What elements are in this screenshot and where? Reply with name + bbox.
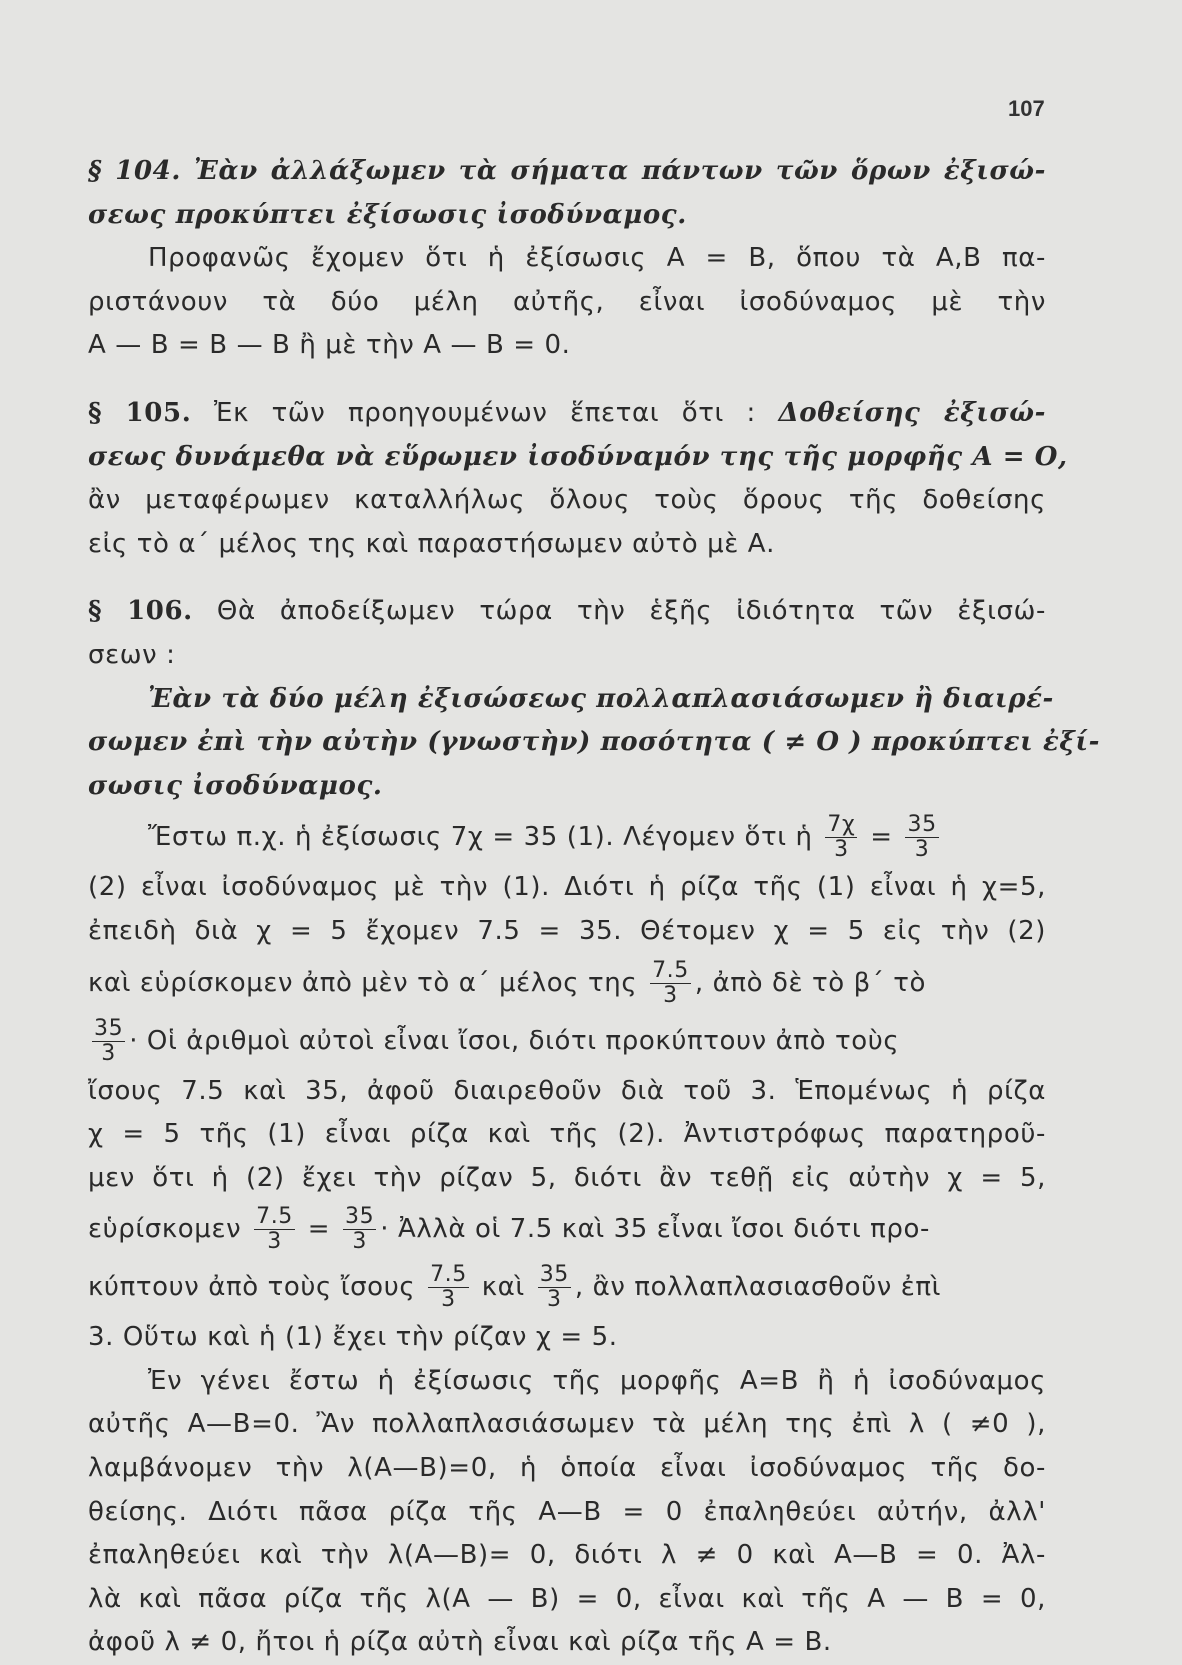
section-105-number: § 105. <box>88 397 192 428</box>
text-line: Α — Β = Β — Β ἢ μὲ τὴν Α — Β = 0. <box>88 330 571 361</box>
section-105-statement: σεως δυνάμεθα νὰ εὕρωμεν ἰσοδύναμόν της τῆς μορφῆς Α = Ο, <box>88 441 1068 472</box>
text-span: εὑρίσκομεν <box>88 1214 242 1245</box>
fraction-denominator: 3 <box>914 837 930 863</box>
text-line: ἴσους 7.5 καὶ 35, ἀφοῦ διαιρεθοῦν διὰ τοῦ 3. Ἑπομένως ἡ ρίζα <box>88 1075 1046 1106</box>
page-body <box>88 150 1100 1665</box>
text-line: Ἐν γένει ἔστω ἡ ἐξίσωσις τῆς μορφῆς Α=Β ἢ ἡ ἰσοδύναμος <box>148 1365 1046 1396</box>
text-line: λὰ καὶ πᾶσα ρίζα τῆς λ(Α — Β) = 0, εἶναι καὶ τῆς Α — Β = 0, <box>88 1583 1046 1614</box>
fraction-numerator: 7.5 <box>256 1204 293 1230</box>
bold-italic-span: Δοθείσης ἐξισώ- <box>778 397 1046 428</box>
theorem-line: σωσις ἰσοδύναμος. <box>88 770 383 801</box>
text-line: ἐπειδὴ διὰ χ = 5 ἔχομεν 7.5 = 35. Θέτομεν χ = 5 εἰς τὴν (2) <box>88 915 1046 946</box>
text-line: μεν ὅτι ἡ (2) ἔχει τὴν ρίζαν 5, διότι ἂν τεθῇ εἰς αὐτὴν χ = 5, <box>88 1162 1046 1193</box>
text-span: , ἂν πολλαπλασιασθοῦν ἐπὶ <box>574 1272 942 1303</box>
fraction-denominator: 3 <box>546 1287 562 1313</box>
text-line <box>88 1012 1046 1070</box>
fraction-denominator: 3 <box>352 1229 367 1255</box>
fraction-denominator: 3 <box>834 837 849 863</box>
section-106-number: § 106. <box>88 596 193 627</box>
fraction <box>428 1263 469 1312</box>
text-span: καὶ εὑρίσκομεν ἀπὸ μὲν τὸ α΄ μέλος της <box>88 967 638 998</box>
fraction <box>825 813 857 862</box>
fraction-numerator: 35 <box>345 1204 375 1230</box>
text-span: Ἔστω π.χ. ἡ ἐξίσωσις 7χ = 35 (1). Λέγομεν ὅτι ἡ <box>148 822 813 853</box>
text-span: κύπτουν ἀπὸ τοὺς ἴσους <box>88 1272 416 1303</box>
section-104-title-text: Ἐὰν ἀλλάξωμεν τὰ σήματα πάντων τῶν ὅρων ἐξισώ- <box>194 156 1046 186</box>
fraction <box>650 959 691 1008</box>
theorem-line: σωμεν ἐπὶ τὴν αὐτὴν (γνωστὴν) ποσότητα ( ≠ Ο ) προκύπτει ἐξί- <box>88 727 1100 758</box>
text-line: Προφανῶς ἔχομεν ὅτι ἡ ἐξίσωσις Α = Β, ὅπου τὰ Α,Β πα- <box>148 243 1046 274</box>
text-line: ἀφοῦ λ ≠ 0, ἤτοι ἡ ρίζα αὐτὴ εἶναι καὶ ρίζα τῆς Α = Β. <box>88 1627 832 1658</box>
fraction-denominator: 3 <box>101 1040 116 1066</box>
fraction <box>254 1205 295 1254</box>
text-line <box>88 954 1046 1012</box>
text-span: , ἀπὸ δὲ τὸ β΄ τὸ <box>694 967 927 998</box>
text-span: Θὰ ἀποδείξωμεν τώρα τὴν ἑξῆς ἰδιότητα τῶν ἐξισώ- <box>216 596 1046 627</box>
section-105-line-1 <box>88 392 1046 436</box>
page-number: 107 <box>1008 96 1045 121</box>
fraction-denominator: 3 <box>267 1229 282 1255</box>
text-span: · Ἀλλὰ οἱ 7.5 καὶ 35 εἶναι ἴσοι διότι προ- <box>380 1214 930 1245</box>
section-104-number: § 104. <box>88 156 181 186</box>
fraction <box>905 813 938 862</box>
text-line: ἂν μεταφέρωμεν καταλλήλως ὅλους τοὺς ὅρους τῆς δοθείσης <box>88 485 1046 516</box>
section-104 <box>88 150 1046 368</box>
text-line <box>88 1200 1046 1258</box>
fraction <box>92 1017 125 1066</box>
text-line <box>88 1258 1046 1316</box>
section-104-title-line-2: σεως προκύπτει ἐξίσωσις ἰσοδύναμος. <box>88 199 687 230</box>
text-line: εἰς τὸ α΄ μέλος της καὶ παραστήσωμεν αὐτὸ μὲ Α. <box>88 528 775 559</box>
fraction-numerator: 7.5 <box>430 1262 467 1288</box>
text-line: αὐτῆς Α—Β=0. Ἂν πολλαπλασιάσωμεν τὰ μέλη της ἐπὶ λ ( ≠0 ), <box>88 1409 1046 1440</box>
section-106 <box>88 590 1100 1665</box>
fraction-denominator: 3 <box>441 1287 456 1313</box>
text-span: καὶ <box>481 1272 525 1303</box>
text-line: σεων : <box>88 639 176 670</box>
text-line: 3. Οὕτω καὶ ἡ (1) ἔχει τὴν ρίζαν χ = 5. <box>88 1322 618 1353</box>
text-span: Ἐκ τῶν προηγουμένων ἕπεται ὅτι : <box>213 397 756 428</box>
fraction <box>343 1205 376 1254</box>
equals-sign: = <box>870 822 893 853</box>
text-line: ἐπαληθεύει καὶ τὴν λ(Α—Β)= 0, διότι λ ≠ 0 καὶ Α—Β = 0. Ἀλ- <box>88 1540 1046 1571</box>
section-104-title-line-1 <box>88 150 1046 194</box>
theorem-line: Ἐὰν τὰ δύο μέλη ἐξισώσεως πολλαπλασιάσωμεν ἢ διαιρέ- <box>148 683 1054 714</box>
fraction <box>538 1263 571 1312</box>
fraction-numerator: 35 <box>907 812 937 838</box>
fraction-numerator: 35 <box>94 1015 124 1041</box>
text-line: ριστάνουν τὰ δύο μέλη αὐτῆς, εἶναι ἰσοδύναμος μὲ τὴν <box>88 286 1046 317</box>
text-line: (2) εἶναι ἰσοδύναμος μὲ τὴν (1). Διότι ἡ ρίζα τῆς (1) εἶναι ἡ χ=5, <box>88 872 1046 903</box>
text-line: λαμβάνομεν τὴν λ(Α—Β)=0, ἡ ὁποία εἶναι ἰσοδύναμος τῆς δο- <box>88 1453 1046 1484</box>
section-105 <box>88 392 1068 566</box>
text-span: · Οἱ ἀριθμοὶ αὐτοὶ εἶναι ἴσοι, διότι προκύπτουν ἀπὸ τοὺς <box>129 1025 900 1056</box>
fraction-numerator: 7.5 <box>652 957 689 983</box>
section-106-line-1 <box>88 590 1046 634</box>
fraction-denominator: 3 <box>663 982 678 1008</box>
text-line: χ = 5 τῆς (1) εἶναι ρίζα καὶ τῆς (2). Ἀντιστρόφως παρατηροῦ- <box>88 1119 1046 1150</box>
text-line: θείσης. Διότι πᾶσα ρίζα τῆς Α—Β = 0 ἐπαληθεύει αὐτήν, ἀλλ' <box>88 1496 1046 1527</box>
fraction-numerator: 35 <box>539 1262 569 1288</box>
fraction-numerator: 7χ <box>827 812 856 838</box>
equals-sign: = <box>307 1214 331 1245</box>
example-line <box>88 808 1046 866</box>
